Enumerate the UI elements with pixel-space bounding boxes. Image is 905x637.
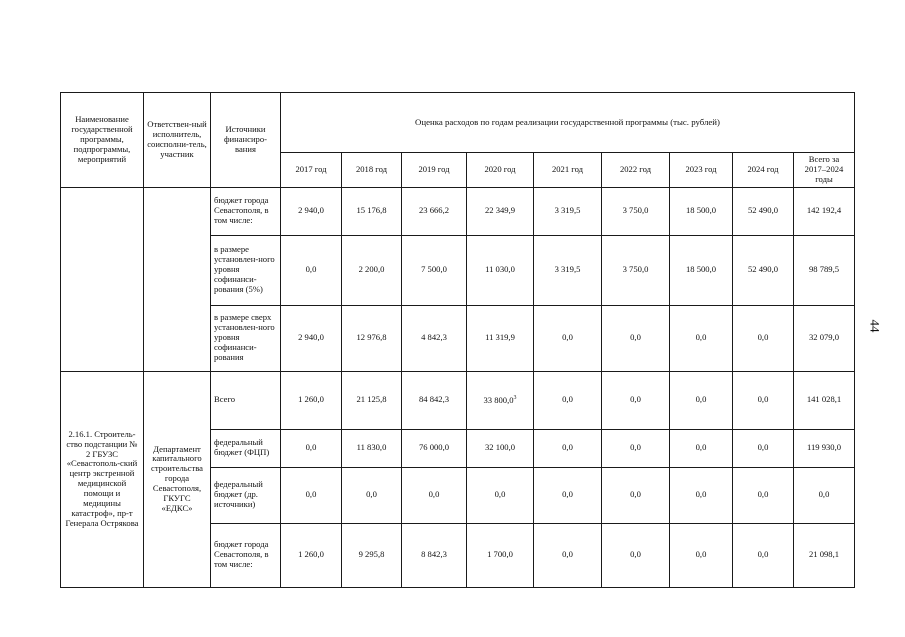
source-cell: бюджет города Севастополя, в том числе: <box>211 523 281 587</box>
value-cell: 0,0 <box>602 467 670 523</box>
value-cell: 76 000,0 <box>402 429 467 467</box>
value-cell: 1 260,0 <box>281 523 342 587</box>
value-cell: 0,0 <box>670 371 733 429</box>
header-estimate-cell: Оценка расходов по годам реализации государственной программы (тыс. рублей) <box>281 93 855 153</box>
expenses-table <box>60 92 855 588</box>
value-cell: 3 750,0 <box>602 235 670 305</box>
total-cell: 141 028,1 <box>794 371 855 429</box>
header-source-cell: Источники финансиро-вания <box>211 93 281 188</box>
value-cell: 18 500,0 <box>670 187 733 235</box>
value-cell: 0,0 <box>733 467 794 523</box>
total-cell: 0,0 <box>794 467 855 523</box>
total-cell: 119 930,0 <box>794 429 855 467</box>
value-cell: 52 490,0 <box>733 235 794 305</box>
year-header: 2021 год <box>534 153 602 188</box>
value-cell: 22 349,9 <box>467 187 534 235</box>
value-cell: 0,0 <box>602 429 670 467</box>
value-cell: 52 490,0 <box>733 187 794 235</box>
value-cell: 0,0 <box>670 523 733 587</box>
table-row <box>61 187 855 235</box>
value-cell: 12 976,8 <box>342 305 402 371</box>
value-cell: 2 200,0 <box>342 235 402 305</box>
value-cell: 18 500,0 <box>670 235 733 305</box>
value-cell: 4 842,3 <box>402 305 467 371</box>
source-cell: в размере установлен-ного уровня софинанси-рования (5%) <box>211 235 281 305</box>
year-header: 2024 год <box>733 153 794 188</box>
value-cell: 3 750,0 <box>602 187 670 235</box>
year-header: 2019 год <box>402 153 467 188</box>
value-cell: 0,0 <box>733 371 794 429</box>
year-header: 2020 год <box>467 153 534 188</box>
value-cell: 3 319,5 <box>534 235 602 305</box>
year-header: 2022 год <box>602 153 670 188</box>
value-cell: 0,0 <box>602 523 670 587</box>
value-cell: 0,0 <box>733 305 794 371</box>
total-header: Всего за 2017–2024 годы <box>794 153 855 188</box>
measure-name-cell: 2.16.1. Строитель-ство подстанции № 2 ГБУЗС «Севастополь-ский центр экстренной медицинской помощи и медицины катастроф», пр-т Генерала Острякова <box>61 371 144 587</box>
source-cell: Всего <box>211 371 281 429</box>
value-cell-with-footnote <box>467 371 534 429</box>
total-cell: 21 098,1 <box>794 523 855 587</box>
footnote-marker: 3 <box>513 394 517 401</box>
value-cell: 0,0 <box>534 429 602 467</box>
value-cell: 0,0 <box>733 523 794 587</box>
total-cell: 142 192,4 <box>794 187 855 235</box>
value-cell: 0,0 <box>534 467 602 523</box>
value-cell: 0,0 <box>670 305 733 371</box>
value-cell: 0,0 <box>534 305 602 371</box>
table-row <box>61 371 855 429</box>
value-cell: 0,0 <box>733 429 794 467</box>
value-cell: 1 700,0 <box>467 523 534 587</box>
value-cell: 32 100,0 <box>467 429 534 467</box>
header-name-cell: Наименование государственной программы, подпрограммы, мероприятий <box>61 93 144 188</box>
responsible-cell: Департамент капитального строительства города Севастополя, ГКУГС «ЕДКС» <box>144 371 211 587</box>
value-cell: 7 500,0 <box>402 235 467 305</box>
value-cell: 0,0 <box>534 371 602 429</box>
value-cell: 0,0 <box>281 429 342 467</box>
value-cell: 0,0 <box>602 371 670 429</box>
page-number: 44 <box>867 319 883 333</box>
value-cell: 11 830,0 <box>342 429 402 467</box>
value-cell: 15 176,8 <box>342 187 402 235</box>
value-cell: 0,0 <box>670 467 733 523</box>
value-cell: 0,0 <box>670 429 733 467</box>
value-cell: 0,0 <box>402 467 467 523</box>
header-responsible-cell: Ответствен-ный исполнитель, соисполни-тель, участник <box>144 93 211 188</box>
empty-responsible-cell <box>144 187 211 371</box>
source-cell: в размере сверх установлен-ного уровня софинанси-рования <box>211 305 281 371</box>
value-cell: 8 842,3 <box>402 523 467 587</box>
value-cell: 1 260,0 <box>281 371 342 429</box>
total-cell: 32 079,0 <box>794 305 855 371</box>
value-cell: 0,0 <box>534 523 602 587</box>
value-cell: 23 666,2 <box>402 187 467 235</box>
value-cell: 2 940,0 <box>281 305 342 371</box>
value-cell: 0,0 <box>602 305 670 371</box>
value-cell: 0,0 <box>467 467 534 523</box>
value-cell: 0,0 <box>281 235 342 305</box>
value-cell: 11 030,0 <box>467 235 534 305</box>
source-cell: федеральный бюджет (др. источники) <box>211 467 281 523</box>
value-cell: 21 125,8 <box>342 371 402 429</box>
year-header: 2023 год <box>670 153 733 188</box>
value-cell: 9 295,8 <box>342 523 402 587</box>
value-cell: 2 940,0 <box>281 187 342 235</box>
year-header: 2017 год <box>281 153 342 188</box>
year-header: 2018 год <box>342 153 402 188</box>
value-cell: 84 842,3 <box>402 371 467 429</box>
total-cell: 98 789,5 <box>794 235 855 305</box>
value-text: 33 800,0 <box>483 394 514 405</box>
value-cell: 11 319,9 <box>467 305 534 371</box>
value-cell: 0,0 <box>342 467 402 523</box>
value-cell: 0,0 <box>281 467 342 523</box>
source-cell: бюджет города Севастополя, в том числе: <box>211 187 281 235</box>
source-cell: федеральный бюджет (ФЦП) <box>211 429 281 467</box>
header-row-main <box>61 93 855 153</box>
empty-name-cell <box>61 187 144 371</box>
value-cell: 3 319,5 <box>534 187 602 235</box>
